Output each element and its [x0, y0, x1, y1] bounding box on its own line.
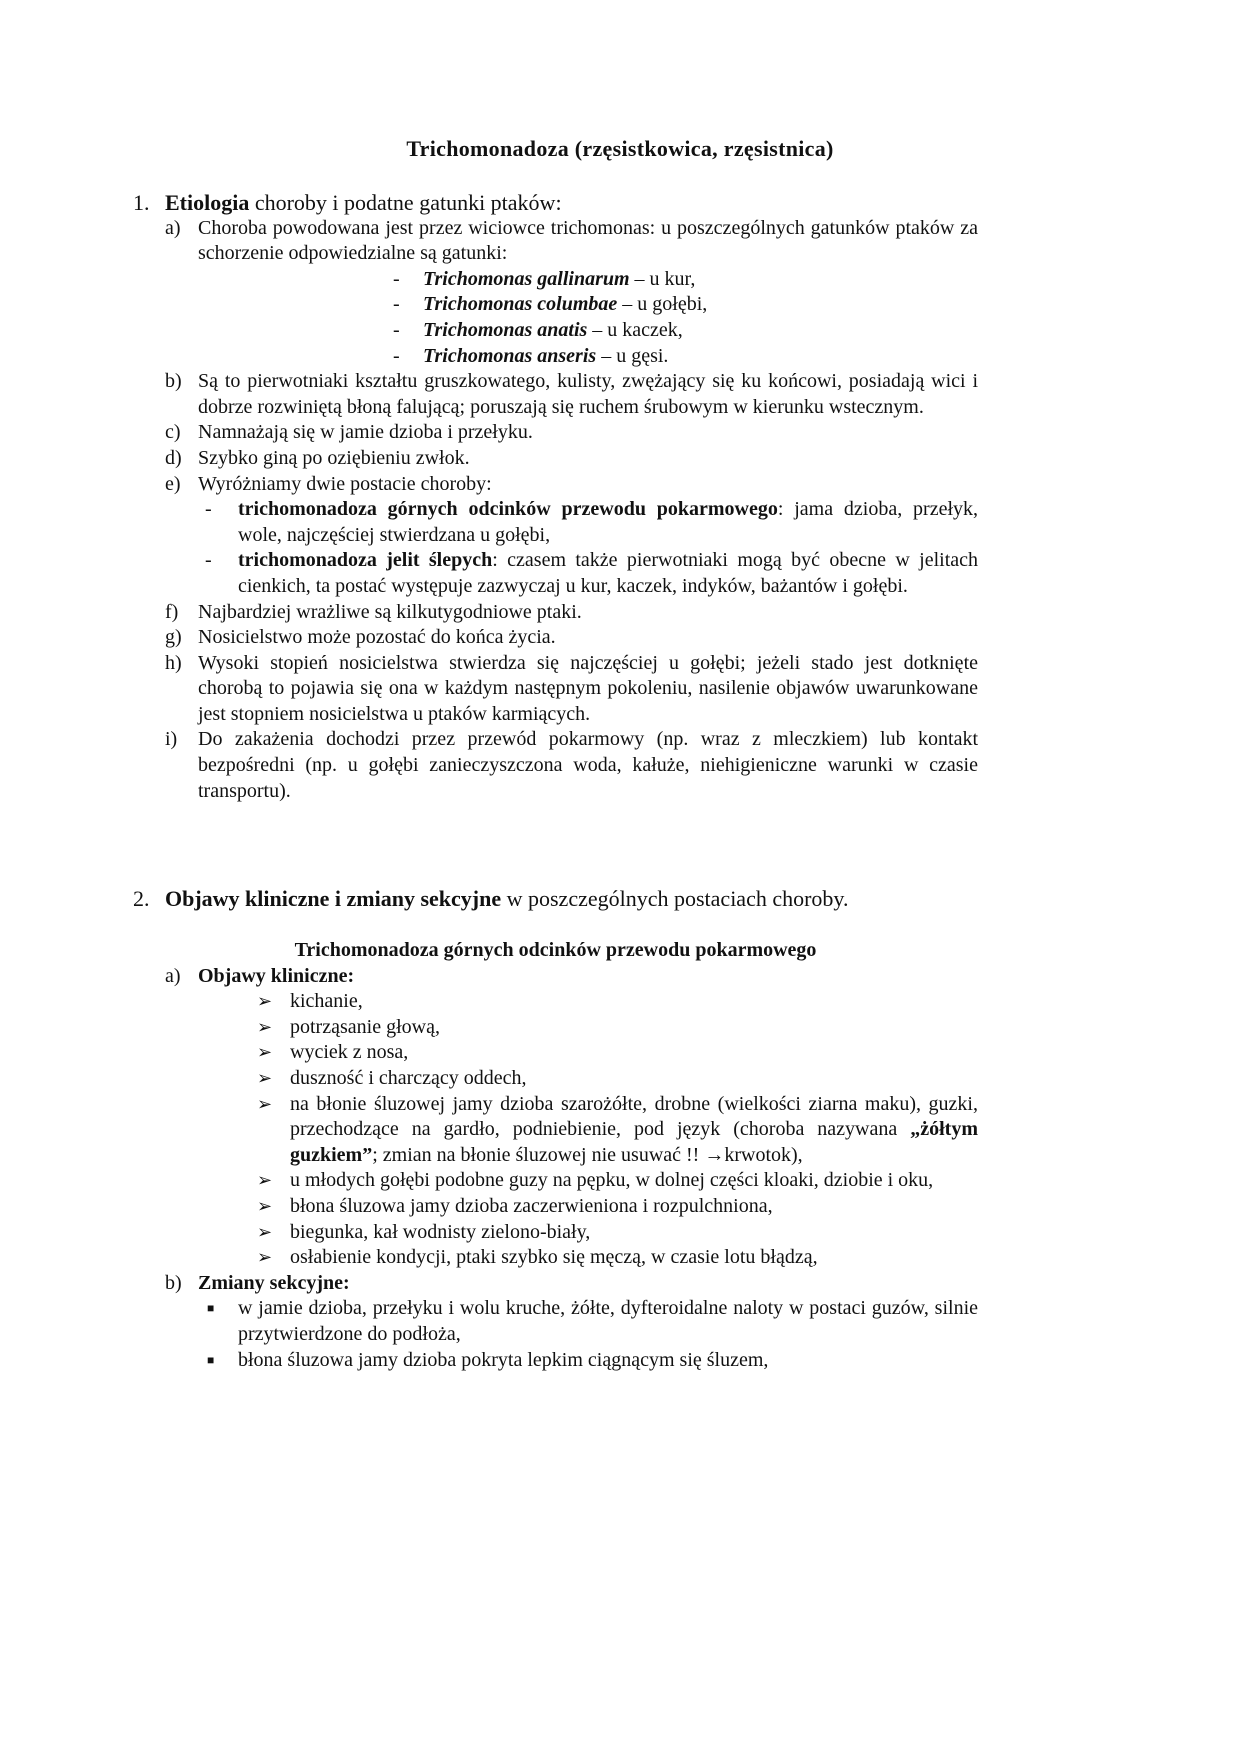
- symptom-item: [133, 1015, 978, 1041]
- symptom-text: błona śluzowa jamy dzioba zaczerwieniona i rozpulchniona,: [290, 1194, 773, 1217]
- symptom-text: krwotok),: [724, 1143, 803, 1166]
- species-item: [133, 344, 978, 370]
- species-host: – u gołębi,: [617, 293, 708, 316]
- item-heading: Zmiany sekcyjne:: [198, 1271, 350, 1294]
- species-host: – u gęsi.: [596, 344, 669, 367]
- heading-bold: Etiologia: [165, 190, 250, 215]
- list-item: [133, 420, 978, 446]
- section-heading: [133, 886, 978, 912]
- arrow-bullet-icon: ➢: [257, 991, 273, 1012]
- symptom-text: osłabienie kondycji, ptaki szybko się męczą, w czasie lotu błądzą,: [290, 1246, 818, 1269]
- symptom-text: wyciek z nosa,: [290, 1041, 409, 1064]
- item-text: Wysoki stopień nosicielstwa stwierdza się najczęściej u gołębi; jeżeli stado jest dotknięte chorobą to pojawia się ona w każdym następnym pokoleniu, nasilenie objawów uwarunkowane jest stopniem nosicielstwa u ptaków karmiących.: [198, 651, 978, 725]
- item-text: Do zakażenia dochodzi przez przewód pokarmowy (np. wraz z mleczkiem) lub kontakt bezpośredni (np. u gołębi zanieczyszczona woda, kałuże, niehigieniczne warunki w czasie transportu).: [198, 728, 978, 802]
- symptom-item: [133, 1040, 978, 1066]
- species-name: Trichomonas columbae: [423, 293, 618, 316]
- item-label: c): [165, 421, 181, 444]
- arrow-bullet-icon: ➢: [257, 1067, 273, 1088]
- arrow-bullet-icon: ➢: [257, 1016, 273, 1037]
- species-item: [133, 267, 978, 293]
- symptom-text: duszność i charczący oddech,: [290, 1066, 527, 1089]
- subsection-upper-tract: [133, 938, 978, 1373]
- item-text: Wyróżniamy dwie postacie choroby:: [198, 472, 492, 495]
- dash-bullet: -: [205, 549, 212, 572]
- form-name: trichomonadoza górnych odcinków przewodu pokarmowego: [238, 498, 778, 521]
- arrow-bullet-icon: ➢: [257, 1093, 273, 1114]
- item-label: b): [165, 1271, 182, 1294]
- list-item: [133, 472, 978, 498]
- symptom-item: [133, 1092, 978, 1169]
- square-bullet-icon: ■: [207, 1301, 215, 1316]
- lesion-item: [133, 1296, 978, 1347]
- symptom-text: kichanie,: [290, 990, 363, 1013]
- list-item: [133, 625, 978, 651]
- form-text: : jama dzioba, przełyk, wole, najczęściej stwierdzana u gołębi,: [238, 498, 978, 546]
- item-label: b): [165, 370, 182, 393]
- item-label: i): [165, 728, 178, 751]
- list-item: [133, 1271, 978, 1297]
- section-symptoms: [133, 886, 978, 912]
- dash-bullet: -: [393, 267, 400, 290]
- item-label: a): [165, 964, 181, 987]
- list-item: [133, 964, 978, 990]
- symptom-text: na błonie śluzowej jamy dzioba szarożółte, drobne (wielkości ziarna maku), guzki, przechodzące na gardło, podniebienie, pod język (choroba nazywana: [290, 1092, 978, 1141]
- arrow-bullet-icon: ➢: [257, 1247, 273, 1268]
- item-text: Szybko giną po oziębieniu zwłok.: [198, 446, 470, 469]
- list-item: [133, 600, 978, 626]
- lesion-text: błona śluzowa jamy dzioba pokryta lepkim ciągnącym się śluzem,: [238, 1348, 769, 1371]
- right-arrow-icon: →: [704, 1143, 725, 1166]
- arrow-bullet-icon: ➢: [257, 1170, 273, 1191]
- subsection-title: Trichomonadoza górnych odcinków przewodu pokarmowego: [294, 939, 817, 961]
- section-number: 1.: [133, 190, 150, 215]
- symptom-bold: „żółtym guzkiem”: [290, 1118, 978, 1166]
- symptom-item: [133, 1066, 978, 1092]
- species-name: Trichomonas anatis: [423, 318, 588, 341]
- document-title: Trichomonadoza (rzęsistkowica, rzęsistnica): [406, 136, 834, 161]
- dash-bullet: -: [205, 498, 212, 521]
- symptom-text: biegunka, kał wodnisty zielono-biały,: [290, 1220, 591, 1243]
- heading-rest: choroby i podatne gatunki ptaków:: [249, 190, 562, 215]
- section-number: 2.: [133, 886, 150, 911]
- item-text: Najbardziej wrażliwe są kilkutygodniowe ptaki.: [198, 600, 582, 623]
- list-item: [133, 727, 978, 804]
- dash-bullet: -: [393, 318, 400, 341]
- symptom-text: ; zmian na błonie śluzowej nie usuwać !!: [372, 1143, 705, 1166]
- item-heading: Objawy kliniczne:: [198, 964, 355, 987]
- item-label: f): [165, 600, 179, 623]
- species-host: – u kur,: [629, 267, 696, 290]
- species-name: Trichomonas anseris: [423, 344, 597, 367]
- arrow-bullet-icon: ➢: [257, 1195, 273, 1216]
- item-label: d): [165, 446, 182, 469]
- species-item: [133, 318, 978, 344]
- square-bullet-icon: ■: [207, 1352, 215, 1367]
- arrow-bullet-icon: ➢: [257, 1221, 273, 1242]
- form-name: trichomonadoza jelit ślepych: [238, 549, 493, 572]
- item-text: Są to pierwotniaki kształtu gruszkowatego, kulisty, zwężający się ku końcowi, posiadają wici i dobrze rozwiniętą błoną falującą; poruszają się ruchem śrubowym w kierunku wstecznym.: [198, 370, 978, 418]
- species-item: [133, 292, 978, 318]
- symptom-text: u młodych gołębi podobne guzy na pępku, w dolnej części kloaki, dziobie i oku,: [290, 1169, 934, 1192]
- species-name: Trichomonas gallinarum: [423, 267, 630, 290]
- form-item: [133, 497, 978, 548]
- section-etiology: [133, 190, 978, 804]
- list-item: [133, 216, 978, 267]
- symptom-item: [133, 1194, 978, 1220]
- list-item: [133, 369, 978, 420]
- dash-bullet: -: [393, 293, 400, 316]
- species-host: – u kaczek,: [587, 318, 683, 341]
- list-item: [133, 651, 978, 728]
- list-item: [133, 446, 978, 472]
- item-text: Namnażają się w jamie dzioba i przełyku.: [198, 421, 533, 444]
- heading-rest: w poszczególnych postaciach choroby.: [501, 886, 849, 911]
- item-text: Choroba powodowana jest przez wiciowce trichomonas: u poszczególnych gatunków ptaków za schorzenie odpowiedzialne są gatunki:: [198, 216, 978, 265]
- form-item: [133, 548, 978, 599]
- lesion-text: w jamie dzioba, przełyku i wolu kruche, żółte, dyfteroidalne naloty w postaci guzów, silnie przytwierdzone do podłoża,: [238, 1297, 978, 1345]
- item-label: g): [165, 626, 182, 649]
- form-text: : czasem także pierwotniaki mogą być obecne w jelitach cienkich, ta postać występuje zazwyczaj u kur, kaczek, indyków, bażantów i gołębi.: [238, 549, 979, 597]
- dash-bullet: -: [393, 344, 400, 367]
- item-label: a): [165, 216, 181, 239]
- lesion-item: [133, 1348, 978, 1374]
- symptom-item: [133, 989, 978, 1015]
- item-label: h): [165, 651, 182, 674]
- section-heading: [133, 190, 978, 216]
- symptom-item: [133, 1245, 978, 1271]
- heading-bold: Objawy kliniczne i zmiany sekcyjne: [165, 886, 502, 911]
- item-text: Nosicielstwo może pozostać do końca życia.: [198, 626, 556, 649]
- arrow-bullet-icon: ➢: [257, 1042, 273, 1063]
- item-label: e): [165, 472, 181, 495]
- symptom-item: [133, 1220, 978, 1246]
- symptom-text: potrząsanie głową,: [290, 1015, 440, 1038]
- symptom-item: [133, 1168, 978, 1194]
